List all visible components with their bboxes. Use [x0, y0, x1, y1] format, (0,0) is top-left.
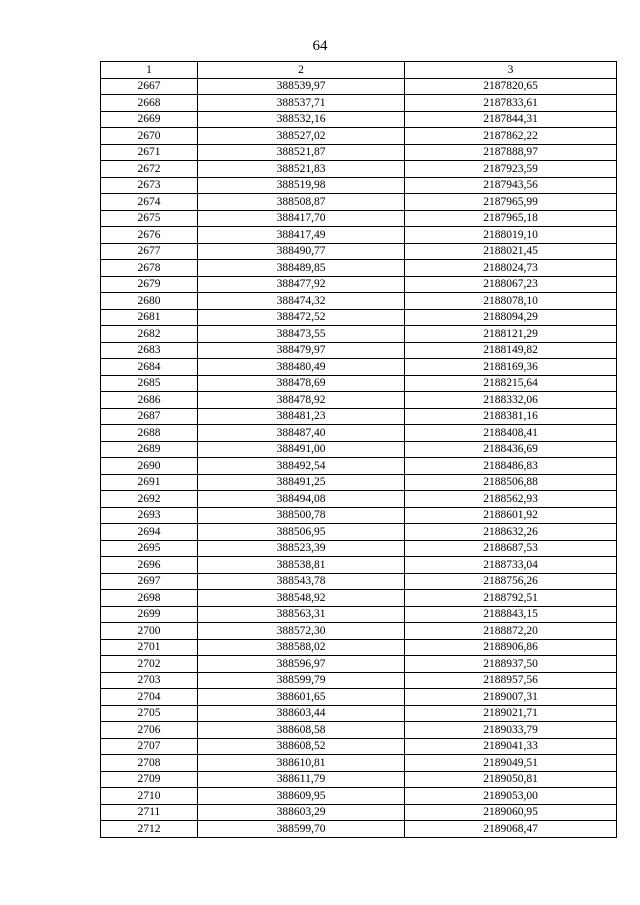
y-coordinate-cell: 2189053,00 — [405, 788, 617, 805]
y-coordinate-cell: 2188632,26 — [405, 524, 617, 541]
table-row — [101, 689, 617, 706]
point-number-cell: 2669 — [101, 111, 198, 128]
point-number-cell: 2699 — [101, 606, 198, 623]
y-coordinate-cell: 2188408,41 — [405, 425, 617, 442]
x-coordinate-cell: 388417,49 — [198, 227, 405, 244]
y-coordinate-cell: 2188957,56 — [405, 672, 617, 689]
y-coordinate-cell: 2188169,36 — [405, 359, 617, 376]
y-coordinate-cell: 2188381,16 — [405, 408, 617, 425]
table-row — [101, 771, 617, 788]
table-row — [101, 491, 617, 508]
table-row — [101, 194, 617, 211]
x-coordinate-cell: 388487,40 — [198, 425, 405, 442]
table-body — [101, 78, 617, 837]
table-row — [101, 78, 617, 95]
point-number-cell: 2700 — [101, 623, 198, 640]
x-coordinate-cell: 388473,55 — [198, 326, 405, 343]
x-coordinate-cell: 388543,78 — [198, 573, 405, 590]
y-coordinate-cell: 2188937,50 — [405, 656, 617, 673]
point-number-cell: 2687 — [101, 408, 198, 425]
x-coordinate-cell: 388489,85 — [198, 260, 405, 277]
point-number-cell: 2686 — [101, 392, 198, 409]
point-number-cell: 2673 — [101, 177, 198, 194]
table-row — [101, 507, 617, 524]
table-row — [101, 590, 617, 607]
y-coordinate-cell: 2189068,47 — [405, 821, 617, 838]
table-row — [101, 738, 617, 755]
x-coordinate-cell: 388481,23 — [198, 408, 405, 425]
y-coordinate-cell: 2188843,15 — [405, 606, 617, 623]
y-coordinate-cell: 2188078,10 — [405, 293, 617, 310]
x-coordinate-cell: 388603,44 — [198, 705, 405, 722]
point-number-cell: 2680 — [101, 293, 198, 310]
table-row — [101, 425, 617, 442]
x-coordinate-cell: 388492,54 — [198, 458, 405, 475]
table-row — [101, 326, 617, 343]
point-number-cell: 2705 — [101, 705, 198, 722]
y-coordinate-cell: 2188756,26 — [405, 573, 617, 590]
point-number-cell: 2678 — [101, 260, 198, 277]
table-row — [101, 144, 617, 161]
x-coordinate-cell: 388599,70 — [198, 821, 405, 838]
x-coordinate-cell: 388548,92 — [198, 590, 405, 607]
point-number-cell: 2708 — [101, 755, 198, 772]
table-row — [101, 359, 617, 376]
point-number-cell: 2677 — [101, 243, 198, 260]
y-coordinate-cell: 2189049,51 — [405, 755, 617, 772]
table-row — [101, 623, 617, 640]
y-coordinate-cell: 2187862,22 — [405, 128, 617, 145]
point-number-cell: 2691 — [101, 474, 198, 491]
x-coordinate-cell: 388508,87 — [198, 194, 405, 211]
table-row — [101, 606, 617, 623]
x-coordinate-cell: 388491,00 — [198, 441, 405, 458]
table-row — [101, 210, 617, 227]
y-coordinate-cell: 2189060,95 — [405, 804, 617, 821]
column-header-2: 2 — [198, 62, 405, 79]
x-coordinate-cell: 388521,87 — [198, 144, 405, 161]
y-coordinate-cell: 2187820,65 — [405, 78, 617, 95]
point-number-cell: 2683 — [101, 342, 198, 359]
column-header-1: 1 — [101, 62, 198, 79]
table-row — [101, 672, 617, 689]
x-coordinate-cell: 388417,70 — [198, 210, 405, 227]
x-coordinate-cell: 388572,30 — [198, 623, 405, 640]
table-row — [101, 177, 617, 194]
y-coordinate-cell: 2188486,83 — [405, 458, 617, 475]
x-coordinate-cell: 388609,95 — [198, 788, 405, 805]
table-row — [101, 95, 617, 112]
y-coordinate-cell: 2188872,20 — [405, 623, 617, 640]
table-row — [101, 408, 617, 425]
point-number-cell: 2685 — [101, 375, 198, 392]
table-row — [101, 573, 617, 590]
y-coordinate-cell: 2188215,64 — [405, 375, 617, 392]
x-coordinate-cell: 388596,97 — [198, 656, 405, 673]
point-number-cell: 2695 — [101, 540, 198, 557]
point-number-cell: 2707 — [101, 738, 198, 755]
table-row — [101, 128, 617, 145]
point-number-cell: 2710 — [101, 788, 198, 805]
table-row — [101, 557, 617, 574]
table-row — [101, 392, 617, 409]
table-row — [101, 656, 617, 673]
point-number-cell: 2688 — [101, 425, 198, 442]
x-coordinate-cell: 388478,92 — [198, 392, 405, 409]
table-row — [101, 804, 617, 821]
point-number-cell: 2711 — [101, 804, 198, 821]
table-row — [101, 474, 617, 491]
y-coordinate-cell: 2187833,61 — [405, 95, 617, 112]
x-coordinate-cell: 388610,81 — [198, 755, 405, 772]
table-row — [101, 821, 617, 838]
table-row — [101, 524, 617, 541]
x-coordinate-cell: 388521,83 — [198, 161, 405, 178]
point-number-cell: 2706 — [101, 722, 198, 739]
table-row — [101, 342, 617, 359]
column-header-3: 3 — [405, 62, 617, 79]
y-coordinate-cell: 2187888,97 — [405, 144, 617, 161]
point-number-cell: 2690 — [101, 458, 198, 475]
y-coordinate-cell: 2188019,10 — [405, 227, 617, 244]
x-coordinate-cell: 388608,58 — [198, 722, 405, 739]
table-row — [101, 309, 617, 326]
y-coordinate-cell: 2188562,93 — [405, 491, 617, 508]
point-number-cell: 2693 — [101, 507, 198, 524]
y-coordinate-cell: 2187844,31 — [405, 111, 617, 128]
x-coordinate-cell: 388500,78 — [198, 507, 405, 524]
point-number-cell: 2684 — [101, 359, 198, 376]
x-coordinate-cell: 388519,98 — [198, 177, 405, 194]
y-coordinate-cell: 2188024,73 — [405, 260, 617, 277]
table-row — [101, 111, 617, 128]
point-number-cell: 2667 — [101, 78, 198, 95]
x-coordinate-cell: 388523,39 — [198, 540, 405, 557]
x-coordinate-cell: 388611,79 — [198, 771, 405, 788]
point-number-cell: 2701 — [101, 639, 198, 656]
point-number-cell: 2672 — [101, 161, 198, 178]
x-coordinate-cell: 388539,97 — [198, 78, 405, 95]
x-coordinate-cell: 388527,02 — [198, 128, 405, 145]
point-number-cell: 2694 — [101, 524, 198, 541]
table-row — [101, 293, 617, 310]
y-coordinate-cell: 2188687,53 — [405, 540, 617, 557]
y-coordinate-cell: 2188121,29 — [405, 326, 617, 343]
y-coordinate-cell: 2188792,51 — [405, 590, 617, 607]
y-coordinate-cell: 2189021,71 — [405, 705, 617, 722]
y-coordinate-cell: 2188733,04 — [405, 557, 617, 574]
y-coordinate-cell: 2188332,06 — [405, 392, 617, 409]
x-coordinate-cell: 388563,31 — [198, 606, 405, 623]
point-number-cell: 2692 — [101, 491, 198, 508]
y-coordinate-cell: 2188436,69 — [405, 441, 617, 458]
point-number-cell: 2681 — [101, 309, 198, 326]
table-row — [101, 441, 617, 458]
x-coordinate-cell: 388478,69 — [198, 375, 405, 392]
point-number-cell: 2676 — [101, 227, 198, 244]
y-coordinate-cell: 2189041,33 — [405, 738, 617, 755]
x-coordinate-cell: 388538,81 — [198, 557, 405, 574]
table-row — [101, 260, 617, 277]
point-number-cell: 2709 — [101, 771, 198, 788]
table-row — [101, 161, 617, 178]
point-number-cell: 2703 — [101, 672, 198, 689]
point-number-cell: 2671 — [101, 144, 198, 161]
coordinates-table — [100, 61, 617, 838]
table-row — [101, 722, 617, 739]
point-number-cell: 2689 — [101, 441, 198, 458]
table-row — [101, 458, 617, 475]
x-coordinate-cell: 388491,25 — [198, 474, 405, 491]
y-coordinate-cell: 2187965,99 — [405, 194, 617, 211]
x-coordinate-cell: 388480,49 — [198, 359, 405, 376]
x-coordinate-cell: 388603,29 — [198, 804, 405, 821]
y-coordinate-cell: 2188094,29 — [405, 309, 617, 326]
x-coordinate-cell: 388477,92 — [198, 276, 405, 293]
y-coordinate-cell: 2187943,56 — [405, 177, 617, 194]
table-row — [101, 639, 617, 656]
y-coordinate-cell: 2188601,92 — [405, 507, 617, 524]
x-coordinate-cell: 388472,52 — [198, 309, 405, 326]
x-coordinate-cell: 388588,02 — [198, 639, 405, 656]
table-row — [101, 276, 617, 293]
y-coordinate-cell: 2189050,81 — [405, 771, 617, 788]
x-coordinate-cell: 388506,95 — [198, 524, 405, 541]
table-row — [101, 788, 617, 805]
point-number-cell: 2698 — [101, 590, 198, 607]
point-number-cell: 2682 — [101, 326, 198, 343]
table-row — [101, 755, 617, 772]
table-header-row — [101, 62, 617, 79]
point-number-cell: 2712 — [101, 821, 198, 838]
page-number: 64 — [312, 38, 328, 54]
x-coordinate-cell: 388599,79 — [198, 672, 405, 689]
y-coordinate-cell: 2187965,18 — [405, 210, 617, 227]
x-coordinate-cell: 388608,52 — [198, 738, 405, 755]
table-row — [101, 705, 617, 722]
table-row — [101, 243, 617, 260]
point-number-cell: 2675 — [101, 210, 198, 227]
y-coordinate-cell: 2188906,86 — [405, 639, 617, 656]
x-coordinate-cell: 388601,65 — [198, 689, 405, 706]
x-coordinate-cell: 388537,71 — [198, 95, 405, 112]
x-coordinate-cell: 388494,08 — [198, 491, 405, 508]
y-coordinate-cell: 2188067,23 — [405, 276, 617, 293]
y-coordinate-cell: 2188021,45 — [405, 243, 617, 260]
y-coordinate-cell: 2187923,59 — [405, 161, 617, 178]
x-coordinate-cell: 388532,16 — [198, 111, 405, 128]
point-number-cell: 2704 — [101, 689, 198, 706]
point-number-cell: 2702 — [101, 656, 198, 673]
table-row — [101, 375, 617, 392]
y-coordinate-cell: 2189007,31 — [405, 689, 617, 706]
x-coordinate-cell: 388474,32 — [198, 293, 405, 310]
y-coordinate-cell: 2189033,79 — [405, 722, 617, 739]
table-row — [101, 540, 617, 557]
table-row — [101, 227, 617, 244]
point-number-cell: 2674 — [101, 194, 198, 211]
y-coordinate-cell: 2188149,82 — [405, 342, 617, 359]
point-number-cell: 2696 — [101, 557, 198, 574]
point-number-cell: 2697 — [101, 573, 198, 590]
x-coordinate-cell: 388479,97 — [198, 342, 405, 359]
x-coordinate-cell: 388490,77 — [198, 243, 405, 260]
point-number-cell: 2668 — [101, 95, 198, 112]
y-coordinate-cell: 2188506,88 — [405, 474, 617, 491]
point-number-cell: 2670 — [101, 128, 198, 145]
point-number-cell: 2679 — [101, 276, 198, 293]
